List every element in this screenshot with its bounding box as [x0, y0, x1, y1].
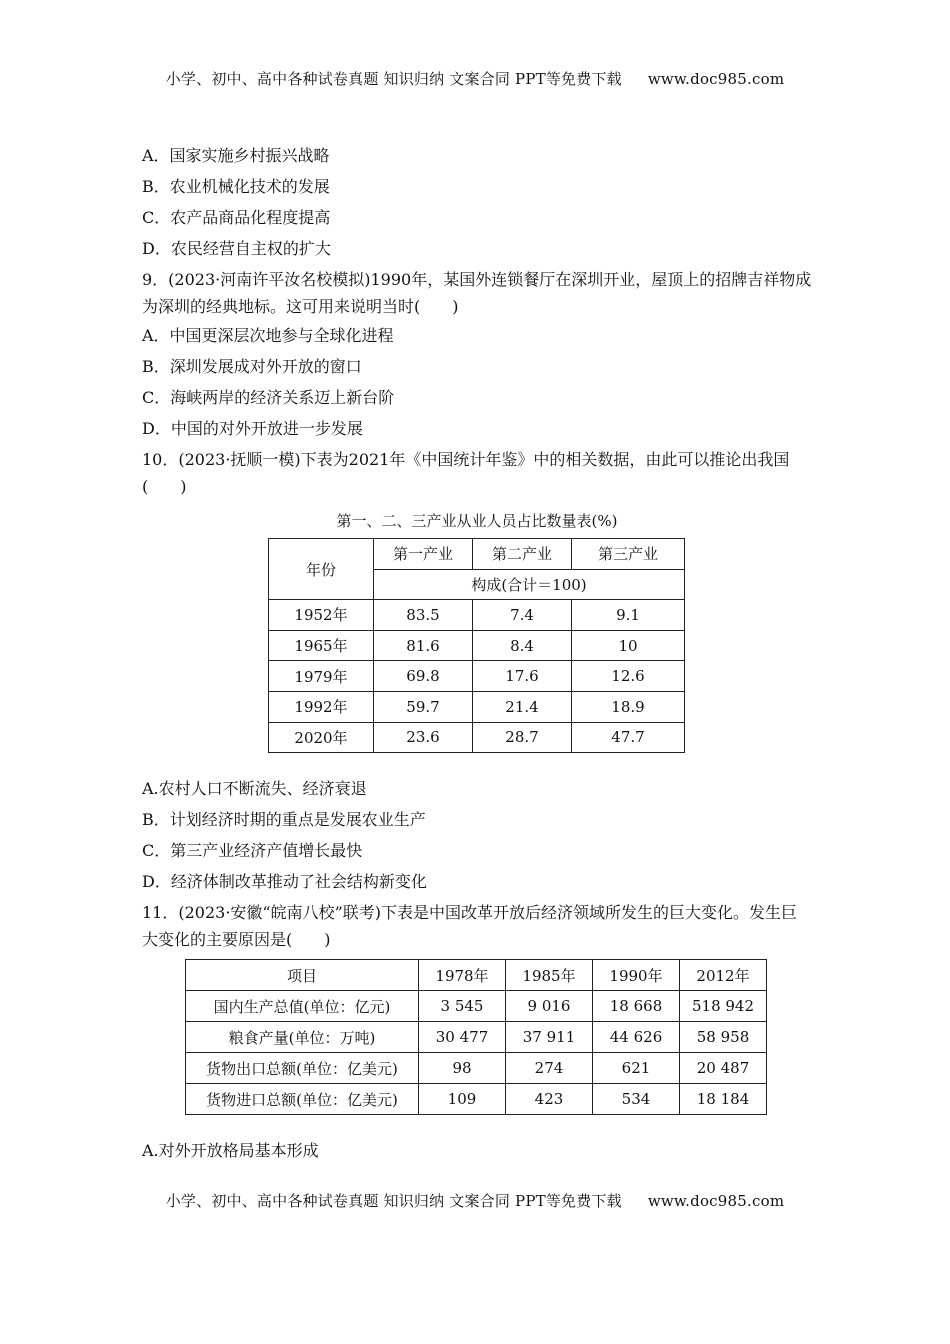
table-cell: 44 626 — [593, 1022, 680, 1053]
column-header: 项目 — [186, 960, 419, 991]
q8-option-a: A．国家实施乡村振兴战略 — [142, 146, 330, 165]
table-cell: 9.1 — [572, 600, 685, 631]
table-cell: 1979年 — [269, 661, 374, 692]
q8-option-d: D．农民经营自主权的扩大 — [142, 239, 331, 258]
table-cell: 58 958 — [680, 1022, 767, 1053]
table-cell: 109 — [419, 1084, 506, 1115]
table-cell: 534 — [593, 1084, 680, 1115]
q10-table — [268, 538, 685, 753]
year-header: 年份 — [269, 539, 374, 600]
q8-option-b: B．农业机械化技术的发展 — [142, 177, 330, 196]
column-header: 1985年 — [506, 960, 593, 991]
table-cell: 81.6 — [374, 630, 473, 661]
table-cell: 518 942 — [680, 991, 767, 1022]
q11-table — [185, 959, 767, 1115]
table-cell: 粮食产量(单位：万吨) — [186, 1022, 419, 1053]
table-cell: 274 — [506, 1053, 593, 1084]
table-cell: 47.7 — [572, 722, 685, 753]
table-cell: 货物进口总额(单位：亿美元) — [186, 1084, 419, 1115]
table-row — [186, 1084, 767, 1115]
q10-option-a: A.农村人口不断流失、经济衰退 — [142, 779, 367, 799]
table-cell: 10 — [572, 630, 685, 661]
table-cell: 17.6 — [473, 661, 572, 692]
footer-text: 小学、初中、高中各种试卷真题 知识归纳 文案合同 PPT等免费下载 — [165, 1192, 622, 1210]
table-cell: 37 911 — [506, 1022, 593, 1053]
subheader: 构成(合计＝100) — [374, 569, 685, 600]
table-cell: 1952年 — [269, 600, 374, 631]
column-header: 第一产业 — [374, 539, 473, 570]
table-cell: 1992年 — [269, 691, 374, 722]
table-cell: 23.6 — [374, 722, 473, 753]
table-cell: 98 — [419, 1053, 506, 1084]
table-row — [186, 991, 767, 1022]
q11-option-a: A.对外开放格局基本形成 — [142, 1141, 319, 1161]
table-cell: 18 668 — [593, 991, 680, 1022]
table-header-row — [269, 539, 685, 570]
table-cell: 621 — [593, 1053, 680, 1084]
table-cell: 423 — [506, 1084, 593, 1115]
q9-option-b: B．深圳发展成对外开放的窗口 — [142, 357, 362, 376]
table-header-row — [186, 960, 767, 991]
table-row — [269, 722, 685, 753]
table-row — [186, 1053, 767, 1084]
q9-option-d: D．中国的对外开放进一步发展 — [142, 419, 363, 438]
table-cell: 国内生产总值(单位：亿元) — [186, 991, 419, 1022]
table-cell: 7.4 — [473, 600, 572, 631]
q10-table-title: 第一、二、三产业从业人员占比数量表(%) — [336, 512, 618, 530]
column-header: 1990年 — [593, 960, 680, 991]
table-cell: 12.6 — [572, 661, 685, 692]
column-header: 第二产业 — [473, 539, 572, 570]
table-cell: 货物出口总额(单位：亿美元) — [186, 1053, 419, 1084]
table-cell: 83.5 — [374, 600, 473, 631]
q10-option-d: D．经济体制改革推动了社会结构新变化 — [142, 872, 427, 892]
table-cell: 28.7 — [473, 722, 572, 753]
page-footer — [0, 1190, 950, 1211]
table-row — [186, 1022, 767, 1053]
table-cell: 1965年 — [269, 630, 374, 661]
table-row — [269, 630, 685, 661]
q11-stem: 11．(2023·安徽“皖南八校”联考)下表是中国改革开放后经济领域所发生的巨大变化。发生巨大变化的主要原因是( ) — [142, 903, 798, 950]
header-url[interactable]: www.doc985.com — [647, 70, 785, 88]
q9-option-a: A．中国更深层次地参与全球化进程 — [142, 326, 394, 345]
page-header — [0, 68, 950, 89]
q9-stem: 9．(2023·河南许平汝名校模拟)1990年，某国外连锁餐厅在深圳开业，屋顶上的招牌吉祥物成为深圳的经典地标。这可用来说明当时( ) — [142, 270, 812, 316]
q10-stem: 10．(2023·抚顺一模)下表为2021年《中国统计年鉴》中的相关数据，由此可以推论出我国( ) — [142, 450, 790, 496]
q8-option-c: C．农产品商品化程度提高 — [142, 208, 331, 227]
q9-option-c: C．海峡两岸的经济关系迈上新台阶 — [142, 388, 395, 407]
question-content — [142, 140, 812, 1166]
column-header: 1978年 — [419, 960, 506, 991]
table-cell: 2020年 — [269, 722, 374, 753]
table-row — [269, 600, 685, 631]
table-cell: 59.7 — [374, 691, 473, 722]
table-cell: 3 545 — [419, 991, 506, 1022]
table-cell: 9 016 — [506, 991, 593, 1022]
q10-option-c: C．第三产业经济产值增长最快 — [142, 841, 363, 861]
header-text: 小学、初中、高中各种试卷真题 知识归纳 文案合同 PPT等免费下载 — [165, 70, 622, 88]
table-row — [269, 691, 685, 722]
table-cell: 30 477 — [419, 1022, 506, 1053]
table-cell: 69.8 — [374, 661, 473, 692]
table-cell: 18 184 — [680, 1084, 767, 1115]
q10-option-b: B．计划经济时期的重点是发展农业生产 — [142, 810, 426, 830]
table-row — [269, 661, 685, 692]
table-cell: 21.4 — [473, 691, 572, 722]
table-cell: 8.4 — [473, 630, 572, 661]
column-header: 第三产业 — [572, 539, 685, 570]
column-header: 2012年 — [680, 960, 767, 991]
footer-url[interactable]: www.doc985.com — [647, 1192, 785, 1210]
table-cell: 20 487 — [680, 1053, 767, 1084]
table-cell: 18.9 — [572, 691, 685, 722]
